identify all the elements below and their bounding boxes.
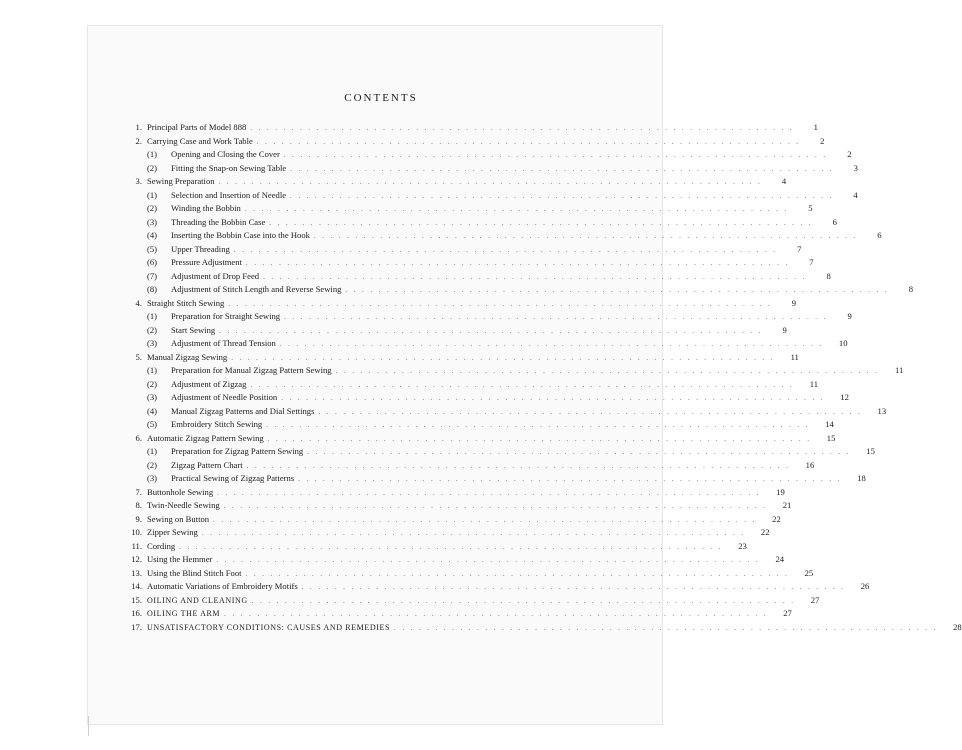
toc-page-number: 5 bbox=[808, 203, 813, 213]
toc-entry bbox=[128, 162, 858, 176]
page-title: CONTENTS bbox=[344, 92, 418, 104]
toc-subentry-number: (3) bbox=[147, 473, 158, 483]
toc-page-number: 15 bbox=[866, 446, 875, 456]
toc-entry-number: 16. bbox=[131, 608, 142, 618]
toc-entry-title: Carrying Case and Work Table bbox=[147, 135, 253, 146]
toc-page-number: 11 bbox=[790, 351, 799, 362]
toc-subentry-number: (3) bbox=[147, 338, 158, 348]
toc-entry-number: 9. bbox=[135, 513, 142, 524]
toc-entry bbox=[128, 270, 831, 284]
toc-entry-title: Inserting the Bobbin Case into the Hook bbox=[171, 230, 310, 240]
toc-subentry-number: (3) bbox=[147, 216, 158, 227]
toc-page-number: 13 bbox=[877, 405, 887, 416]
toc-entry-number: 5. bbox=[135, 351, 142, 362]
toc-entry-number: 2. bbox=[135, 135, 142, 146]
toc-entry-title: OILING THE ARM bbox=[147, 609, 221, 618]
dot-leader: . . . . . . . . . . . . . . . . . . . . . . . . . . . . . . . . . . . . . . . . . . . . . . . . . . . . . . . . . . . . . . . . . . bbox=[263, 272, 807, 281]
toc-entry bbox=[128, 121, 818, 135]
toc-entry-title: UNSATISFACTORY CONDITIONS: CAUSES AND REMEDIES bbox=[147, 622, 391, 632]
toc-entry-title: Automatic Variations of Embroidery Motifs bbox=[147, 581, 298, 591]
toc-page-number: 19 bbox=[776, 486, 785, 497]
dot-leader: . . . . . . . . . . . . . . . . . . . . . . . . . . . . . . . . . . . . . . . . . . . . . . . . . . . . . . . . . . . . . . . . . . bbox=[345, 286, 890, 294]
dot-leader: . . . . . . . . . . . . . . . . . . . . . . . . . . . . . . . . . . . . . . . . . . . . . . . . . . . . . . . . . . . . . . . . . . bbox=[201, 529, 746, 537]
toc-entry bbox=[128, 567, 814, 581]
toc-page-number: 4 bbox=[853, 189, 858, 200]
page-edge-mark bbox=[88, 716, 89, 736]
toc-entry bbox=[128, 337, 848, 351]
dot-leader: . . . . . . . . . . . . . . . . . . . . . . . . . . . . . . . . . . . . . . . . . . . . . . . . . . . . . . . . . . . . . . . . . . bbox=[279, 340, 824, 348]
toc-page-number: 7 bbox=[809, 257, 814, 267]
toc-entry-title: Upper Threading bbox=[171, 243, 230, 254]
dot-leader: . . . . . . . . . . . . . . . . . . . . . . . . . . . . . . . . . . . . . . . . . . . . . . . . . . . . . . . . . . . . . . . . . . bbox=[335, 367, 880, 375]
toc-page-number: 25 bbox=[804, 567, 814, 578]
toc-page-number: 22 bbox=[772, 513, 781, 524]
toc-entry-number: 7. bbox=[135, 486, 142, 497]
toc-entry-number: 15. bbox=[131, 594, 142, 605]
toc-page-number: 21 bbox=[782, 500, 792, 510]
table-of-contents bbox=[128, 121, 962, 634]
dot-leader: . . . . . . . . . . . . . . . . . . . . . . . . . . . . . . . . . . . . . . . . . . . . . . . . . . . . . . . . . . . . . . . . . . bbox=[213, 515, 757, 524]
toc-entry-title: Cording bbox=[147, 540, 176, 551]
toc-subentry-number: (4) bbox=[147, 230, 158, 240]
dot-leader: . . . . . . . . . . . . . . . . . . . . . . . . . . . . . . . . . . . . . . . . . . . . . . . . . . . . . . . . . . . . . . . . . . bbox=[218, 178, 763, 186]
toc-page-number: 6 bbox=[877, 230, 882, 240]
toc-entry bbox=[128, 526, 770, 540]
dot-leader: . . . . . . . . . . . . . . . . . . . . . . . . . . . . . . . . . . . . . . . . . . . . . . . . . . . . . . . . . . . . . . . . . . bbox=[246, 461, 791, 470]
toc-subentry-number: (2) bbox=[147, 324, 158, 335]
toc-entry bbox=[128, 324, 787, 338]
toc-entry-title: Pressure Adjustment bbox=[171, 257, 242, 267]
toc-entry-title: Preparation for Straight Sewing bbox=[171, 311, 281, 321]
toc-page-number: 22 bbox=[760, 527, 770, 537]
dot-leader: . . . . . . . . . . . . . . . . . . . . . . . . . . . . . . . . . . . . . . . . . . . . . . . . . . . . . . . . . . . . . . . . . . bbox=[394, 623, 938, 632]
dot-leader: . . . . . . . . . . . . . . . . . . . . . . . . . . . . . . . . . . . . . . . . . . . . . . . . . . . . . . . . . . . . . . . . . . bbox=[267, 434, 812, 443]
toc-entry-title: Start Sewing bbox=[171, 324, 216, 335]
toc-entry bbox=[128, 432, 836, 446]
toc-entry-title: Adjustment of Stitch Length and Reverse Sewing bbox=[171, 284, 342, 294]
toc-entry-title: Using the Blind Stitch Foot bbox=[147, 567, 242, 578]
toc-subentry-number: (3) bbox=[147, 392, 158, 402]
toc-page-number: 12 bbox=[840, 392, 849, 402]
toc-entry bbox=[128, 364, 904, 378]
toc-subentry-number: (8) bbox=[147, 284, 158, 294]
toc-entry-number: 12. bbox=[131, 554, 142, 564]
toc-entry-title: Straight Stitch Sewing bbox=[147, 297, 225, 308]
toc-entry bbox=[128, 202, 813, 216]
dot-leader: . . . . . . . . . . . . . . . . . . . . . . . . . . . . . . . . . . . . . . . . . . . . . . . . . . . . . . . . . . . . . . . . . . bbox=[301, 583, 846, 591]
toc-page-number: 16 bbox=[805, 459, 815, 470]
toc-entry-title: Sewing on Button bbox=[147, 513, 210, 524]
toc-entry-title: Adjustment of Drop Feed bbox=[171, 270, 260, 281]
toc-entry bbox=[128, 553, 785, 567]
toc-subentry-number: (1) bbox=[147, 365, 158, 375]
toc-entry bbox=[128, 378, 819, 392]
toc-entry bbox=[128, 472, 866, 486]
toc-entry bbox=[128, 445, 875, 459]
toc-subentry-number: (2) bbox=[147, 459, 158, 470]
toc-entry-number: 3. bbox=[135, 176, 142, 186]
toc-entry bbox=[128, 243, 802, 257]
toc-entry-title: Adjustment of Thread Tension bbox=[171, 338, 276, 348]
toc-entry-title: Embroidery Stitch Sewing bbox=[171, 419, 263, 429]
toc-entry bbox=[128, 499, 792, 513]
toc-entry bbox=[128, 405, 887, 419]
toc-entry bbox=[128, 513, 781, 527]
toc-entry-title: Principal Parts of Model 888 bbox=[147, 122, 247, 132]
toc-subentry-number: (1) bbox=[147, 311, 158, 321]
toc-entry-title: Opening and Closing the Cover bbox=[171, 149, 280, 159]
dot-leader: . . . . . . . . . . . . . . . . . . . . . . . . . . . . . . . . . . . . . . . . . . . . . . . . . . . . . . . . . . . . . . . . . . bbox=[233, 245, 778, 254]
toc-entry-title: Adjustment of Needle Position bbox=[171, 392, 278, 402]
toc-page-number: 11 bbox=[809, 378, 819, 389]
dot-leader: . . . . . . . . . . . . . . . . . . . . . . . . . . . . . . . . . . . . . . . . . . . . . . . . . . . . . . . . . . . . . . . . . . bbox=[284, 313, 828, 321]
dot-leader: . . . . . . . . . . . . . . . . . . . . . . . . . . . . . . . . . . . . . . . . . . . . . . . . . . . . . . . . . . . . . . . . . . bbox=[224, 610, 768, 618]
toc-entry-number: 13. bbox=[131, 567, 142, 578]
dot-leader: . . . . . . . . . . . . . . . . . . . . . . . . . . . . . . . . . . . . . . . . . . . . . . . . . . . . . . . . . . . . . . . . . . bbox=[251, 596, 796, 605]
toc-page-number: 9 bbox=[847, 311, 852, 321]
toc-page-number: 23 bbox=[738, 540, 747, 551]
dot-leader: . . . . . . . . . . . . . . . . . . . . . . . . . . . . . . . . . . . . . . . . . . . . . . . . . . . . . . . . . . . . . . . . . . bbox=[318, 407, 863, 416]
toc-subentry-number: (6) bbox=[147, 257, 158, 267]
dot-leader: . . . . . . . . . . . . . . . . . . . . . . . . . . . . . . . . . . . . . . . . . . . . . . . . . . . . . . . . . . . . . . . . . . bbox=[245, 259, 790, 267]
dot-leader: . . . . . . . . . . . . . . . . . . . . . . . . . . . . . . . . . . . . . . . . . . . . . . . . . . . . . . . . . . . . . . . . . . bbox=[290, 191, 834, 200]
toc-entry bbox=[128, 607, 792, 621]
dot-leader: . . . . . . . . . . . . . . . . . . . . . . . . . . . . . . . . . . . . . . . . . . . . . . . . . . . . . . . . . . . . . . . . . . bbox=[269, 218, 813, 227]
toc-subentry-number: (1) bbox=[147, 189, 158, 200]
toc-page-number: 15 bbox=[826, 432, 836, 443]
toc-page-number: 8 bbox=[826, 270, 831, 281]
toc-entry-title: Using the Hemmer bbox=[147, 554, 213, 564]
toc-page-number: 6 bbox=[832, 216, 837, 227]
toc-entry-title: Preparation for Manual Zigzag Pattern Sewing bbox=[171, 365, 332, 375]
toc-page-number: 7 bbox=[797, 243, 802, 254]
toc-entry bbox=[128, 594, 820, 608]
dot-leader: . . . . . . . . . . . . . . . . . . . . . . . . . . . . . . . . . . . . . . . . . . . . . . . . . . . . . . . . . . . . . . . . . . bbox=[231, 353, 775, 362]
toc-entry-number: 1. bbox=[135, 122, 142, 132]
toc-entry-title: OILING AND CLEANING bbox=[147, 595, 248, 605]
dot-leader: . . . . . . . . . . . . . . . . . . . . . . . . . . . . . . . . . . . . . . . . . . . . . . . . . . . . . . . . . . . . . . . . . . bbox=[217, 488, 761, 497]
toc-subentry-number: (2) bbox=[147, 203, 158, 213]
toc-page-number: 11 bbox=[894, 365, 904, 375]
dot-leader: . . . . . . . . . . . . . . . . . . . . . . . . . . . . . . . . . . . . . . . . . . . . . . . . . . . . . . . . . . . . . . . . . . bbox=[290, 164, 834, 173]
toc-page-number: 24 bbox=[775, 554, 785, 564]
dot-leader: . . . . . . . . . . . . . . . . . . . . . . . . . . . . . . . . . . . . . . . . . . . . . . . . . . . . . . . . . . . . . . . . . . bbox=[250, 124, 794, 132]
dot-leader: . . . . . . . . . . . . . . . . . . . . . . . . . . . . . . . . . . . . . . . . . . . . . . . . . . . . . . . . . . . . . . . . . . bbox=[219, 326, 763, 335]
toc-entry bbox=[128, 297, 796, 311]
toc-entry-title: Sewing Preparation bbox=[147, 176, 215, 186]
dot-leader: . . . . . . . . . . . . . . . . . . . . . . . . . . . . . . . . . . . . . . . . . . . . . . . . . . . . . . . . . . . . . . . . . . bbox=[250, 380, 795, 389]
toc-page-number: 26 bbox=[860, 581, 870, 591]
toc-entry bbox=[128, 310, 852, 324]
toc-page-number: 9 bbox=[782, 324, 787, 335]
toc-entry bbox=[128, 175, 787, 189]
toc-entry-title: Adjustment of Zigzag bbox=[171, 378, 247, 389]
toc-entry-number: 11. bbox=[131, 540, 142, 551]
dot-leader: . . . . . . . . . . . . . . . . . . . . . . . . . . . . . . . . . . . . . . . . . . . . . . . . . . . . . . . . . . . . . . . . . . bbox=[307, 448, 851, 456]
toc-entry bbox=[128, 148, 852, 162]
toc-entry-title: Zigzag Pattern Chart bbox=[171, 459, 243, 470]
toc-entry-title: Winding the Bobbin bbox=[171, 203, 241, 213]
dot-leader: . . . . . . . . . . . . . . . . . . . . . . . . . . . . . . . . . . . . . . . . . . . . . . . . . . . . . . . . . . . . . . . . . . bbox=[313, 232, 858, 240]
toc-entry bbox=[128, 216, 837, 230]
toc-entry bbox=[128, 486, 785, 500]
toc-page-number: 1 bbox=[813, 122, 818, 132]
toc-page-number: 2 bbox=[820, 135, 825, 146]
toc-entry bbox=[128, 229, 882, 243]
toc-page-number: 2 bbox=[847, 149, 852, 159]
toc-entry-title: Threading the Bobbin Case bbox=[171, 216, 266, 227]
dot-leader: . . . . . . . . . . . . . . . . . . . . . . . . . . . . . . . . . . . . . . . . . . . . . . . . . . . . . . . . . . . . . . . . . . bbox=[179, 542, 723, 551]
toc-entry-title: Selection and Insertion of Needle bbox=[171, 189, 287, 200]
dot-leader: . . . . . . . . . . . . . . . . . . . . . . . . . . . . . . . . . . . . . . . . . . . . . . . . . . . . . . . . . . . . . . . . . . bbox=[245, 569, 790, 578]
toc-entry bbox=[128, 459, 815, 473]
toc-entry-number: 8. bbox=[135, 500, 142, 510]
toc-entry-title: Buttonhole Sewing bbox=[147, 486, 214, 497]
toc-entry-title: Automatic Zigzag Pattern Sewing bbox=[147, 432, 264, 443]
toc-entry-number: 6. bbox=[135, 432, 142, 443]
toc-page-number: 27 bbox=[810, 594, 820, 605]
dot-leader: . . . . . . . . . . . . . . . . . . . . . . . . . . . . . . . . . . . . . . . . . . . . . . . . . . . . . . . . . . . . . . . . . . bbox=[244, 205, 789, 213]
dot-leader: . . . . . . . . . . . . . . . . . . . . . . . . . . . . . . . . . . . . . . . . . . . . . . . . . . . . . . . . . . . . . . . . . . bbox=[216, 556, 761, 564]
dot-leader: . . . . . . . . . . . . . . . . . . . . . . . . . . . . . . . . . . . . . . . . . . . . . . . . . . . . . . . . . . . . . . . . . . bbox=[228, 299, 772, 308]
toc-subentry-number: (1) bbox=[147, 446, 158, 456]
toc-entry bbox=[128, 256, 814, 270]
toc-entry bbox=[128, 580, 870, 594]
toc-page-number: 8 bbox=[908, 284, 914, 294]
toc-subentry-number: (2) bbox=[147, 378, 158, 389]
toc-subentry-number: (4) bbox=[147, 405, 158, 416]
dot-leader: . . . . . . . . . . . . . . . . . . . . . . . . . . . . . . . . . . . . . . . . . . . . . . . . . . . . . . . . . . . . . . . . . . bbox=[256, 137, 801, 146]
toc-subentry-number: (5) bbox=[147, 243, 158, 254]
toc-entry bbox=[128, 189, 858, 203]
toc-page-number: 18 bbox=[857, 473, 866, 483]
dot-leader: . . . . . . . . . . . . . . . . . . . . . . . . . . . . . . . . . . . . . . . . . . . . . . . . . . . . . . . . . . . . . . . . . . bbox=[298, 475, 842, 483]
toc-entry-title: Twin-Needle Sewing bbox=[147, 500, 220, 510]
toc-subentry-number: (1) bbox=[147, 149, 158, 159]
toc-page-number: 10 bbox=[838, 338, 848, 348]
toc-page-number: 28 bbox=[953, 621, 962, 632]
toc-page-number: 9 bbox=[791, 297, 796, 308]
toc-subentry-number: (2) bbox=[147, 162, 158, 173]
dot-leader: . . . . . . . . . . . . . . . . . . . . . . . . . . . . . . . . . . . . . . . . . . . . . . . . . . . . . . . . . . . . . . . . . . bbox=[266, 421, 810, 429]
toc-subentry-number: (5) bbox=[147, 419, 158, 429]
toc-page-number: 4 bbox=[781, 176, 787, 186]
toc-entry-number: 17. bbox=[131, 621, 142, 632]
toc-entry bbox=[128, 391, 849, 405]
toc-entry bbox=[128, 418, 834, 432]
toc-entry-title: Fitting the Snap-on Sewing Table bbox=[171, 162, 287, 173]
toc-entry bbox=[128, 351, 799, 365]
toc-entry-number: 4. bbox=[135, 297, 142, 308]
toc-entry-title: Manual Zigzag Patterns and Dial Settings bbox=[171, 405, 315, 416]
toc-page-number: 27 bbox=[783, 608, 792, 618]
toc-entry-number: 10. bbox=[131, 527, 142, 537]
toc-entry-number: 14. bbox=[131, 581, 142, 591]
toc-entry bbox=[128, 540, 747, 554]
toc-subentry-number: (7) bbox=[147, 270, 158, 281]
toc-entry-title: Practical Sewing of Zigzag Patterns bbox=[171, 473, 295, 483]
toc-entry bbox=[128, 621, 962, 635]
toc-entry-title: Manual Zigzag Sewing bbox=[147, 351, 228, 362]
toc-entry bbox=[128, 283, 914, 297]
toc-page-number: 3 bbox=[853, 162, 858, 173]
toc-entry bbox=[128, 135, 825, 149]
dot-leader: . . . . . . . . . . . . . . . . . . . . . . . . . . . . . . . . . . . . . . . . . . . . . . . . . . . . . . . . . . . . . . . . . . bbox=[283, 151, 828, 159]
document-page bbox=[87, 25, 962, 725]
toc-entry-title: Zipper Sewing bbox=[147, 527, 198, 537]
toc-entry-title: Preparation for Zigzag Pattern Sewing bbox=[171, 446, 304, 456]
dot-leader: . . . . . . . . . . . . . . . . . . . . . . . . . . . . . . . . . . . . . . . . . . . . . . . . . . . . . . . . . . . . . . . . . . bbox=[281, 394, 825, 402]
dot-leader: . . . . . . . . . . . . . . . . . . . . . . . . . . . . . . . . . . . . . . . . . . . . . . . . . . . . . . . . . . . . . . . . . . bbox=[223, 502, 768, 510]
toc-page-number: 14 bbox=[825, 419, 834, 429]
